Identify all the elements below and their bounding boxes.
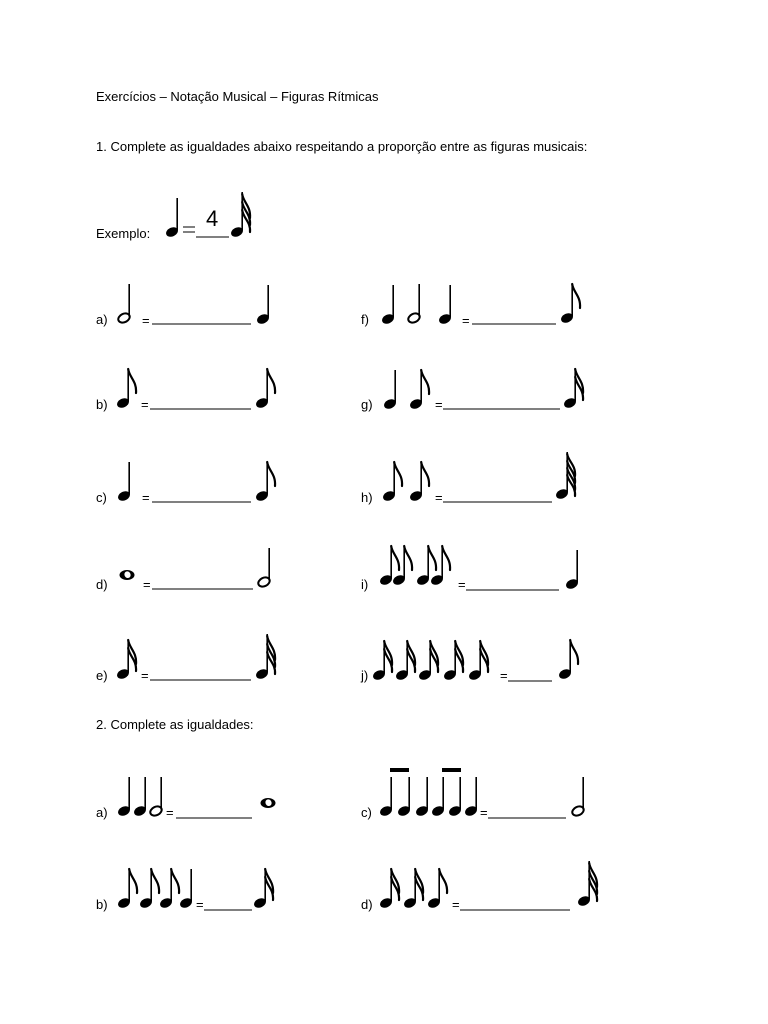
q1-equals-e: = (141, 668, 149, 683)
q2-instruction: 2. Complete as igualdades: (96, 717, 254, 732)
q2b-notes (117, 869, 194, 910)
q1f-eighth-note (560, 284, 581, 325)
q1-equals-c: = (142, 490, 150, 505)
page-title: Exercícios – Notação Musical – Figuras Rítmicas (96, 89, 379, 104)
q1-equals-j: = (500, 668, 508, 683)
q1d-whole-note (120, 570, 135, 580)
q2d-notes (379, 869, 448, 910)
q1c-quarter-note (117, 462, 132, 503)
q2b-sixteenth-note (253, 869, 274, 910)
q2-equals-d: = (452, 897, 460, 912)
q1-label-c: c) (96, 490, 107, 505)
q2-equals-b: = (196, 897, 204, 912)
q2c-notes (379, 768, 479, 818)
q2-label-d: d) (361, 897, 373, 912)
q2c-half-note (571, 777, 585, 817)
q1b-eighth-note (116, 369, 137, 410)
example-equals (183, 227, 195, 232)
q2-label-a: a) (96, 805, 108, 820)
q1f-quarter-note (381, 285, 396, 326)
q1-label-f: f) (361, 312, 369, 327)
q1b-eighth-note-2 (255, 369, 276, 410)
q1-equals-f: = (462, 313, 470, 328)
q1f-half-note (407, 284, 421, 324)
q1-equals-b: = (141, 397, 149, 412)
q2-label-b: b) (96, 897, 108, 912)
q1-label-h: h) (361, 490, 373, 505)
q1-instruction: 1. Complete as igualdades abaixo respeitando a proporção entre as figuras musicais: (96, 139, 588, 154)
q1g-quarter-note (383, 370, 398, 411)
q1c-eighth-note (255, 462, 276, 503)
q1-label-e: e) (96, 668, 108, 683)
q1-label-b: b) (96, 397, 108, 412)
q1e-sixteenth-note (116, 640, 137, 681)
q2a-notes (117, 777, 164, 818)
q2-label-c: c) (361, 805, 372, 820)
q1h-sixtyfourth-note (555, 452, 576, 501)
q1-label-i: i) (361, 577, 369, 592)
q1-label-d: d) (96, 577, 108, 592)
q2d-thirtysecond-note (577, 861, 598, 908)
q1-equals-d: = (143, 577, 151, 592)
q2-equals-c: = (480, 805, 488, 820)
q1-equals-i: = (458, 577, 466, 592)
example-answer: 4 (206, 206, 219, 231)
example-label: Exemplo: (96, 226, 151, 241)
q1e-thirtysecond-note (255, 634, 276, 681)
q1i-quarter-note (565, 550, 580, 591)
q1j-sixteenth-notes (372, 641, 489, 682)
example-thirtysecond-note (230, 192, 251, 239)
q1f-quarter-note-2 (438, 285, 453, 326)
q1-equals-g: = (435, 397, 443, 412)
q1j-eighth-note (558, 640, 579, 681)
q1-label-j: j) (361, 668, 369, 683)
q1-equals-h: = (435, 490, 443, 505)
example-quarter-note (165, 198, 180, 239)
q1i-eighth-notes (379, 546, 451, 587)
q2-equals-a: = (166, 805, 174, 820)
q1g-sixteenth-note (563, 369, 584, 410)
q1g-eighth-note (409, 370, 430, 411)
q1a-half-note (117, 284, 131, 324)
q1-label-g: g) (361, 397, 373, 412)
q1-equals-a: = (142, 313, 150, 328)
q2a-whole-note (261, 798, 276, 808)
q1-label-a: a) (96, 312, 108, 327)
q1h-eighth-note (382, 462, 403, 503)
q1d-half-note (257, 548, 271, 588)
q1a-quarter-note (256, 285, 271, 326)
q1h-eighth-note-2 (409, 462, 430, 503)
